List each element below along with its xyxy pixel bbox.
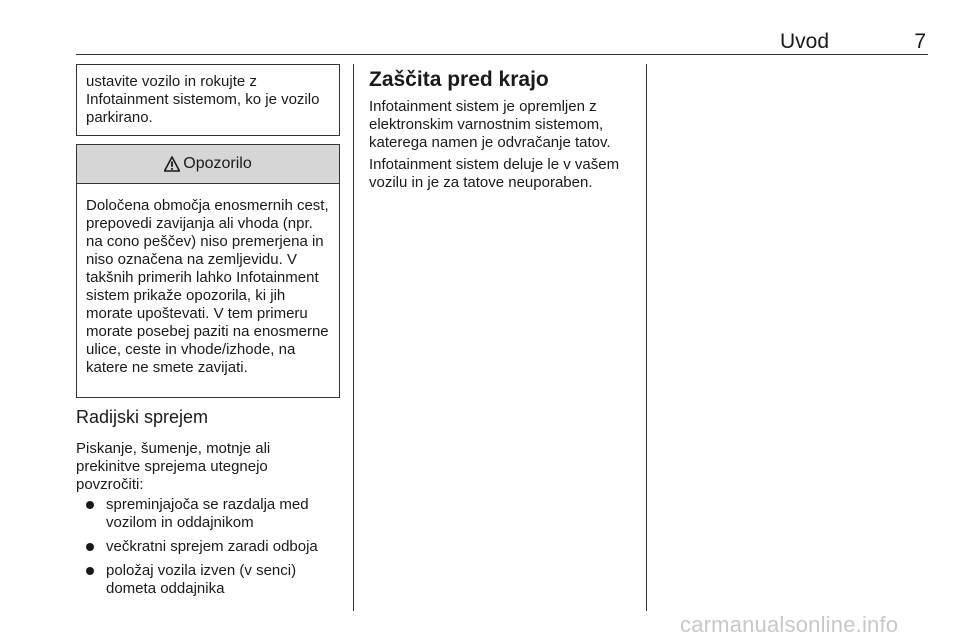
warning-triangle-icon [164,156,180,172]
list-item-text: večkratni sprejem zaradi odboja [106,538,318,555]
warning-box [76,144,340,398]
radio-section-intro: Piskanje, šumenje, motnje ali prekinitve sprejema utegnejo povzročiti: [76,440,271,493]
bullet-icon [86,501,94,509]
column-divider-left [353,64,354,611]
list-item-text: položaj vozila izven (v senci) dometa oddajnika [106,562,297,597]
list-item [76,562,338,598]
page-number: 7 [914,30,926,53]
radio-bullet-list [76,496,338,604]
column-divider-right [646,64,647,611]
bullet-icon [86,567,94,575]
list-item [76,538,338,556]
bullet-icon [86,543,94,551]
list-item [76,496,338,532]
page-header-title: Uvod [780,30,830,53]
watermark: carmanualsonline.info [680,612,899,637]
intro-box-text: ustavite vozilo in rokujte z Infotainment sistemom, ko je vozilo parkirano. [86,73,320,126]
theft-protection-paragraph-1: Infotainment sistem je opremljen z elektronskim varnostnim sistemom, katerega namen je odvračanje tatov. [369,98,611,151]
theft-protection-paragraph-2: Infotainment sistem deluje le v vašem vozilu in je za tatove neuporaben. [369,156,620,191]
radio-section-heading: Radijski sprejem [76,407,209,427]
warning-box-header [77,145,339,184]
intro-box [76,64,340,136]
list-item-text: spreminjajoča se razdalja med vozilom in oddajnikom [106,496,309,531]
theft-protection-heading: Zaščita pred krajo [369,68,549,91]
warning-box-text: Določena območja enosmernih cest, prepovedi zavijanja ali vhoda (npr. na cono peščev) niso premerjena in niso označena na zemljevidu. V takšnih primerih lahko Infotainment sistem prikaže opozorila, ki jih morate upoštevati. V tem primeru morate posebej paziti na enosmerne ulice, ceste in vhode/izhode, na katere ne smete zavijati. [86,197,329,376]
header-rule [76,54,928,55]
warning-box-title: Opozorilo [183,155,252,172]
